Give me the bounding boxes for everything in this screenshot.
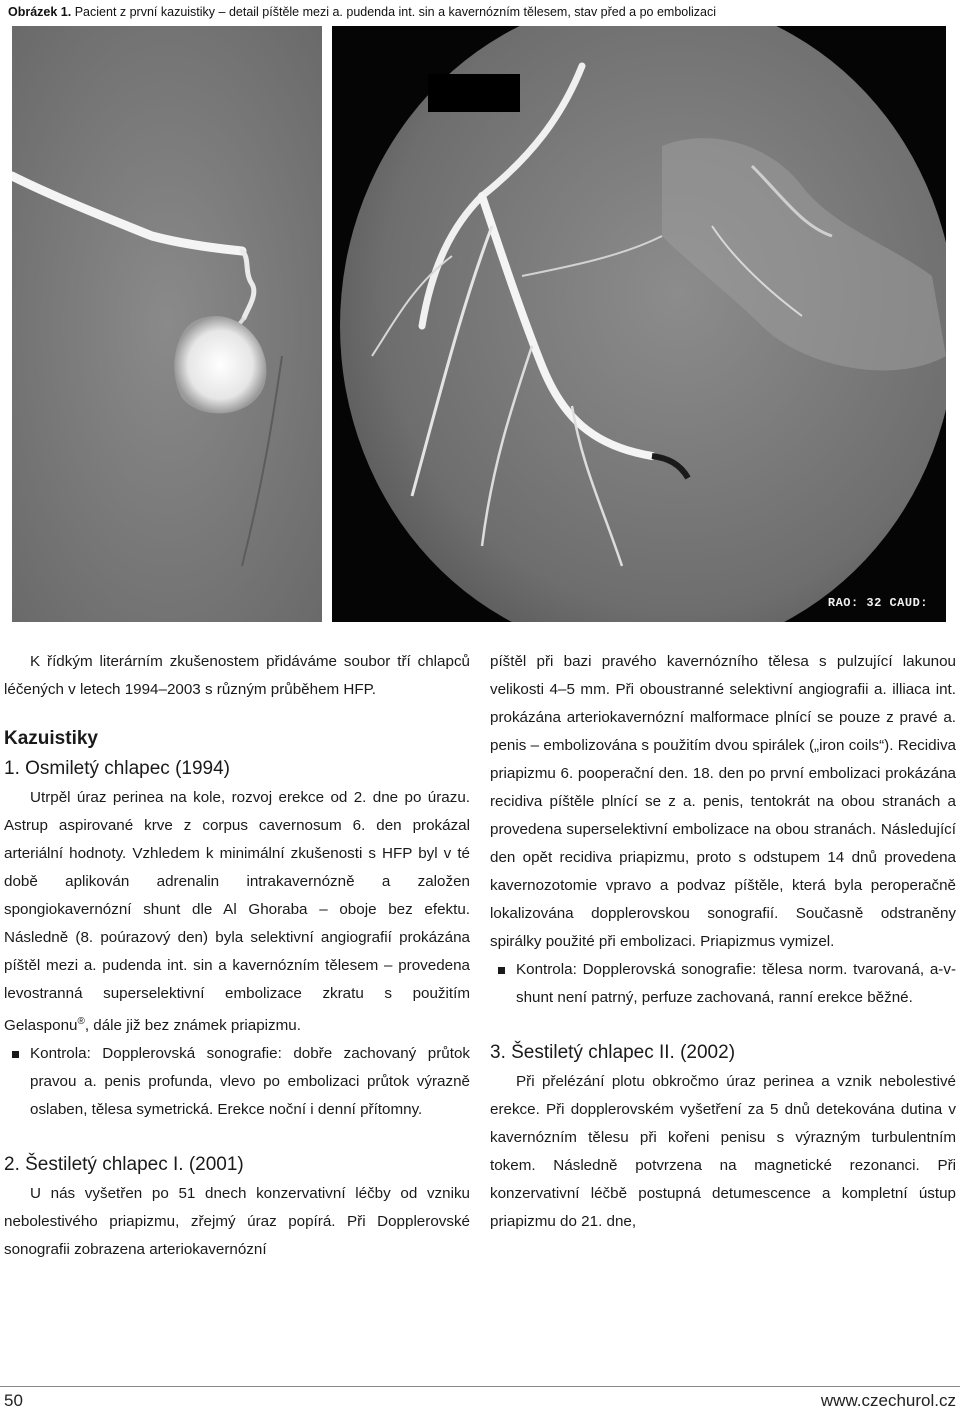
projection-label: RAO: 32 CAUD: <box>827 596 928 610</box>
case1-text-b: , dále již bez známek priapizmu. <box>84 1017 301 1035</box>
case1-bullet: Kontrola: Dopplerovská sonografie: dobře zachovaný průtok pravou a. penis profunda, vlevo po embolizaci průtok výrazně oslaben, tělesa symetrická. Erekce noční i denní přítomny. <box>4 1040 470 1124</box>
case1-title: 1. Osmiletý chlapec (1994) <box>4 758 230 779</box>
page-number: 50 <box>4 1391 23 1410</box>
angiogram-after-image <box>332 26 946 622</box>
case1-text-a: Utrpěl úraz perinea na kole, rozvoj erekce od 2. dne po úrazu. Astrup aspirované krve z corpus cavernosum 6. den prokázal arteriální hodnoty. Vzhledem k minimální zkušenosti s HFP byl v té době aplikován adrenalin intrakavernózně a založen spongiokavernózní shunt dle Al Ghoraba – oboje bez efektu. Následně (8. poúrazový den) byla selektivní angiografií prokázána píštěl mezi a. pudenda int. sin a kavernózním tělesem – provedena levostranná superselektivní embolizace zkratu s použitím Gelasponu <box>4 789 470 1035</box>
figure-caption-text: Pacient z první kazuistiky – detail píštěle mezi a. pudenda int. sin a kavernózním tělesem, stav před a po embolizaci <box>74 5 717 19</box>
registered-mark: ® <box>77 1016 85 1027</box>
angiogram-before-image <box>12 26 322 622</box>
figure-label: Obrázek 1. <box>8 5 72 19</box>
footer-divider <box>0 1386 960 1387</box>
case2-title: 2. Šestiletý chlapec I. (2001) <box>4 1154 244 1176</box>
angiogram-after-graphic <box>332 26 946 622</box>
case2-bullet: Kontrola: Dopplerovská sonografie: tělesa norm. tvarovaná, a-v-shunt není patrný, perfuze zachovaná, ranní erekce běžné. <box>490 956 956 1012</box>
case2-continuation: píštěl při bazi pravého kavernózního tělesa s pulzující lakunou velikosti 4–5 mm. Při oboustranné selektivní angiografii a. illiaca int. prokázána arteriokavernózní malformace plnící se pouze z pravé a. penis – embolizována s použitím dvou spirálek („iron coils“). Recidiva priapizmu 6. pooperační den. 18. den po první embolizaci prokázána recidiva píštěle plnící se z a. penis, tentokrát na obou stranách a provedena superselektivní embolizace na obou stranách. Následující den opět recidiva priapizmu, proto s odstupem 14 dnů provedena kavernozotomie vpravo a podvaz píštěle, která byla peroperačně lokalizována dopplerovskou sonografií. Současně odstraněny spirálky použité při embolizaci. Priapizmus vymizel. <box>490 653 956 950</box>
figure-caption <box>8 4 952 20</box>
case2-paragraph: U nás vyšetřen po 51 dnech konzervativní léčby od vzniku nebolestivého priapizmu, zřejmý úraz popírá. Při Dopplerovské sonografii zobrazena arteriokavernózní <box>4 1185 470 1259</box>
intro-paragraph: K řídkým literárním zkušenostem přidáváme soubor tří chlapců léčených v letech 1994–2003 s různým průběhem HFP. <box>4 653 470 698</box>
case3-paragraph: Při přelézání plotu obkročmo úraz perinea a vznik nebolestivé erekce. Při dopplerovském vyšetření za 5 dnů detekována dutina v kavernózním tělesu při kořeni penisu s výrazným turbulentním tokem. Následně potvrzena na magnetické rezonanci. Při konzervativní léčbě postupná detumescence a kompletní ústup priapizmu do 21. dne, <box>490 1073 956 1230</box>
left-column <box>4 648 470 1264</box>
angiogram-before-graphic <box>12 26 322 622</box>
section-heading: Kazuistiky <box>4 728 98 749</box>
right-column <box>490 648 956 1236</box>
case3-title: 3. Šestiletý chlapec II. (2002) <box>490 1042 736 1063</box>
website-link[interactable]: www.czechurol.cz <box>820 1391 956 1410</box>
case1-paragraph <box>4 784 470 1040</box>
